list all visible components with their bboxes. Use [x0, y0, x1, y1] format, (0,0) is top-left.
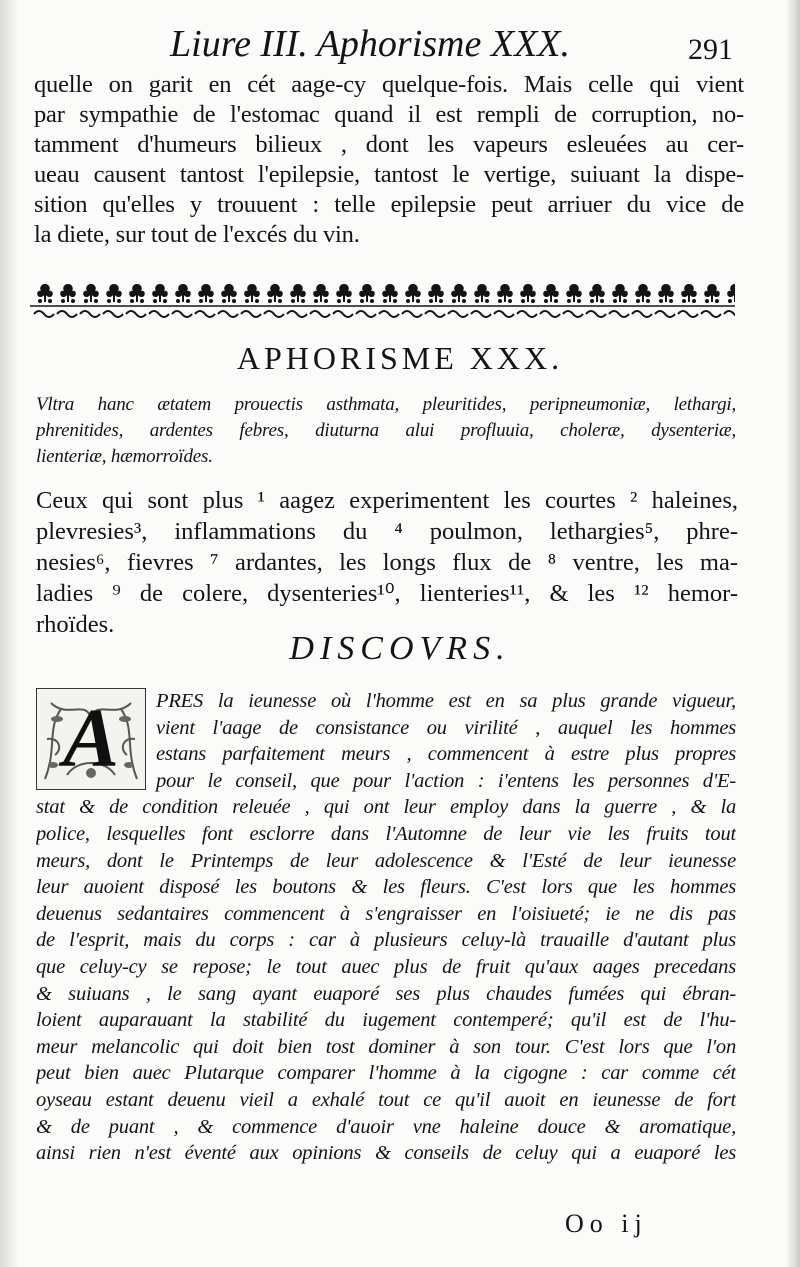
printer-signature: Oo ij — [565, 1209, 648, 1238]
text-line: plevresies³, inflammations du ⁴ poulmon, lethargies⁵, phre- — [36, 518, 738, 545]
fleuron-icon — [106, 284, 122, 303]
fleuron-icon — [635, 284, 651, 303]
fleuron-icon — [382, 284, 398, 303]
fleuron-icon — [727, 284, 735, 303]
fleuron-icon — [497, 284, 513, 303]
text-line: sition qu'elles y trouuent : telle epilepsie peut arriuer du vice de — [34, 191, 744, 218]
discourse-title: DISCOVRS. — [289, 630, 511, 667]
text-line: lienteriæ, hæmorroïdes. — [36, 446, 213, 467]
fleuron-icon — [313, 284, 329, 303]
fleuron-icon — [83, 284, 99, 303]
scroll-wave-icon — [103, 311, 123, 317]
scroll-wave-icon — [425, 311, 445, 317]
fleuron-icon — [152, 284, 168, 303]
scroll-wave-icon — [563, 311, 583, 317]
text-line: leur auoient disposé les boutons & les fleurs. C'est lors que les hommes — [36, 876, 736, 899]
scroll-wave-icon — [540, 311, 560, 317]
scroll-wave-icon — [241, 311, 261, 317]
scroll-wave-icon — [632, 311, 652, 317]
fleuron-icon — [704, 284, 720, 303]
text-line: & suiuans , le sang ayant euaporé ses plus chaudes fumées qui ébran- — [36, 982, 736, 1005]
scroll-wave-icon — [126, 311, 146, 317]
text-line: quelle on garit en cét aage-cy quelque-fois. Mais celle qui vient — [34, 71, 744, 98]
fleuron-icon — [267, 284, 283, 303]
text-line: phrenitides, ardentes febres, diuturna alui profluuia, choleræ, dysenteriæ, — [36, 420, 736, 441]
aphorism-title: APHORISME XXX. — [236, 340, 564, 376]
text-line: Vltra hanc ætatem prouectis asthmata, pleuritides, peripneumoniæ, lethargi, — [36, 394, 736, 415]
text-line: estans parfaitement meurs , commencent à estre plus propres — [156, 743, 736, 766]
scroll-wave-icon — [218, 311, 238, 317]
scroll-wave-icon — [287, 311, 307, 317]
text-line: vient l'aage de consistance ou virilité , auquel les hommes — [156, 716, 736, 739]
scroll-wave-icon — [264, 311, 284, 317]
fleuron-icon — [359, 284, 375, 303]
scroll-wave-icon — [655, 311, 675, 317]
scroll-wave-icon — [517, 311, 537, 317]
discourse-paragraph — [36, 688, 736, 1167]
french-translation — [36, 485, 738, 640]
latin-aphorism — [36, 392, 736, 470]
text-line: par sympathie de l'estomac quand il est rempli de corruption, no- — [34, 101, 744, 128]
text-line: peut bien auec Plutarque comparer l'homme à la cigogne : car comme cét — [36, 1062, 736, 1085]
scroll-wave-icon — [609, 311, 629, 317]
fleuron-icon — [244, 284, 260, 303]
text-line: meur melancolic qui doit bien tost dominer à son tour. C'est lors que l'on — [36, 1035, 736, 1058]
page-number: 291 — [688, 33, 733, 66]
text-line: Ceux qui sont plus ¹ aagez experimentent les courtes ² haleines, — [36, 487, 738, 514]
text-line: PRES la ieunesse où l'homme est en sa plus grande vigueur, — [156, 690, 736, 712]
fleuron-icon — [451, 284, 467, 303]
text-line: nesies⁶, fievres ⁷ ardantes, les longs flux de ⁸ ventre, les ma- — [36, 549, 738, 576]
fleuron-icon — [198, 284, 214, 303]
text-line: deuenus sedantaires commencent à s'engraisser en l'oisiueté; ie ne dis pas — [36, 902, 736, 925]
scroll-wave-icon — [149, 311, 169, 317]
scroll-wave-icon — [80, 311, 100, 317]
text-line: la diete, sur tout de l'excés du vin. — [34, 221, 360, 248]
fleuron-icon — [428, 284, 444, 303]
text-line: tamment d'humeurs bilieux , dont les vapeurs esleuées au cer- — [34, 131, 744, 158]
scroll-wave-icon — [448, 311, 468, 317]
text-line: rhoïdes. — [36, 611, 115, 638]
scroll-wave-icon — [333, 311, 353, 317]
fleuron-icon — [175, 284, 191, 303]
scroll-wave-icon — [356, 311, 376, 317]
scroll-wave-icon — [701, 311, 721, 317]
fleuron-icon — [60, 284, 76, 303]
fleuron-icon — [612, 284, 628, 303]
scroll-wave-icon — [724, 311, 735, 317]
fleuron-icon — [658, 284, 674, 303]
fleuron-icon — [129, 284, 145, 303]
fleuron-icon — [336, 284, 352, 303]
text-line: oyseau estant deuenu vieil a exhalé tout ce qu'il auoit en ieunesse de fort — [36, 1088, 736, 1111]
fleuron-icon — [543, 284, 559, 303]
scroll-wave-icon — [678, 311, 698, 317]
fleuron-icon — [681, 284, 697, 303]
text-line: police, lesquelles font esclorre dans l'Automne de leur vie les fruits tout — [36, 822, 736, 845]
running-head: Liure III. Aphorisme XXX. — [170, 23, 571, 65]
text-line: & de puant , & commence d'auoir vne haleine douce & aromatique, — [36, 1115, 736, 1138]
text-line: stat & de condition releuée , qui ont leur employ dans la guerre , & la — [36, 796, 736, 819]
intro-paragraph — [34, 70, 744, 250]
fleuron-icon — [589, 284, 605, 303]
text-line: ueau causent tantost l'epilepsie, tantost le vertige, suiuant la dispe- — [34, 161, 744, 188]
fleuron-icon — [290, 284, 306, 303]
scroll-wave-icon — [195, 311, 215, 317]
text-line: de l'esprit, mais du corps : car à plusieurs celuy-là trauaille d'autant plus — [36, 929, 736, 952]
scroll-wave-icon — [172, 311, 192, 317]
scroll-wave-icon — [34, 311, 54, 317]
text-line: loient auparauant la stabilité du iugement contemperé; qu'il est de l'hu- — [36, 1009, 736, 1032]
scroll-wave-icon — [402, 311, 422, 317]
text-line: ainsi rien n'est éventé aux opinions & conseils de celuy qui a euaporé les — [36, 1142, 736, 1165]
scroll-wave-icon — [379, 311, 399, 317]
fleuron-icon — [520, 284, 536, 303]
scroll-wave-icon — [310, 311, 330, 317]
fleuron-icon — [221, 284, 237, 303]
fleuron-icon — [474, 284, 490, 303]
text-line: pour le conseil, que pour l'action : i'entens les personnes d'E- — [156, 769, 736, 792]
scroll-wave-icon — [586, 311, 606, 317]
text-line: ladies ⁹ de colere, dysenteries¹⁰, lienteries¹¹, & les ¹² hemor- — [36, 580, 738, 607]
text-line: meurs, dont le Printemps de leur adolescence & l'Esté de leur ieunesse — [36, 849, 736, 872]
fleuron-ornament-band — [30, 280, 735, 320]
fleuron-icon — [37, 284, 53, 303]
scroll-wave-icon — [471, 311, 491, 317]
fleuron-icon — [405, 284, 421, 303]
fleuron-icon — [566, 284, 582, 303]
scroll-wave-icon — [494, 311, 514, 317]
drop-cap-letter: A — [62, 692, 120, 785]
text-line: que celuy-cy se repose; le tout auec plus de fruit qu'aux aages precedans — [36, 955, 736, 978]
scroll-wave-icon — [57, 311, 77, 317]
